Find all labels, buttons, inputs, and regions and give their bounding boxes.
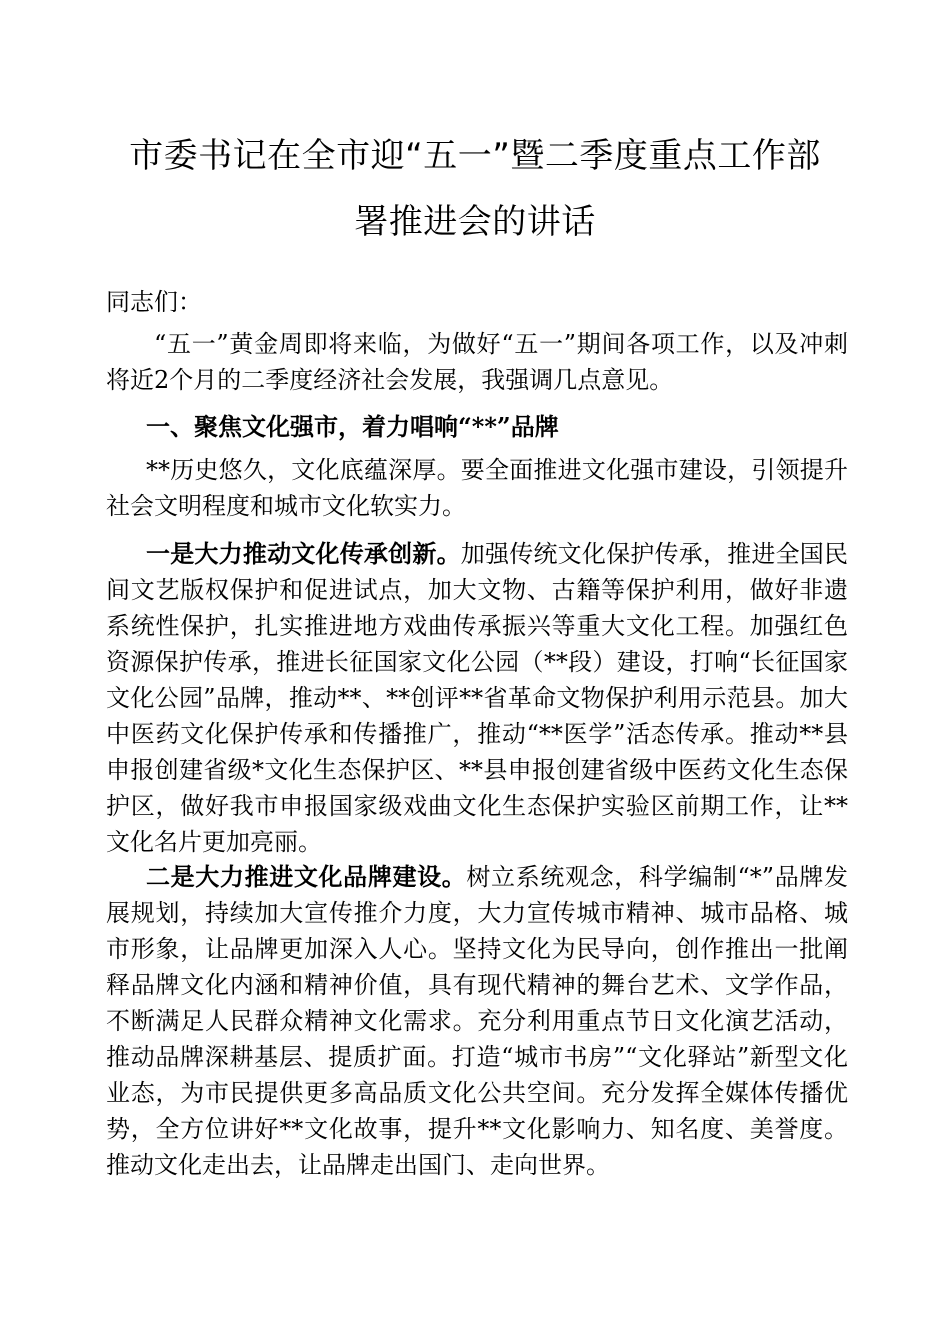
point-1-lead: 一是大力推动文化传承创新。 [146,539,461,568]
section-1-heading: 一、聚焦文化强市，着力唱响“**”品牌 [146,412,559,441]
salutation: 同志们： [106,288,202,316]
document-title-line-1: 市委书记在全市迎“五一”暨二季度重点工作部 [129,136,821,176]
intro-paragraph: “五一”黄金周即将来临，为做好“五一”期间各项工作，以及冲刺将近2个月的二季度经济社会发展，我强调几点意见。 [106,330,848,394]
point-1-paragraph [106,536,848,860]
document-title-line-2: 署推进会的讲话 [354,202,596,242]
point-2-paragraph [106,859,848,1183]
point-2-text: 树立系统观念，科学编制“*”品牌发展规划，持续加大宣传推介力度，大力宣传城市精神、城市品格、城市形象，让品牌更加深入人心。坚持文化为民导向，创作推出一批阐释品牌文化内涵和精神价值，具有现代精神的舞台艺术、文学作品，不断满足人民群众精神文化需求。充分利用重点节日文化演艺活动，推动品牌深耕基层、提质扩面。打造“城市书房”“文化驿站”新型文化业态，为市民提供更多高品质文化公共空间。充分发挥全媒体传播优势，全方位讲好**文化故事，提升**文化影响力、知名度、美誉度。推动文化走出去，让品牌走出国门、走向世界。 [106,863,848,1179]
point-1-text: 加强传统文化保护传承，推进全国民间文艺版权保护和促进试点，加大文物、古籍等保护利用，做好非遗系统性保护，扎实推进地方戏曲传承振兴等重大文化工程。加强红色资源保护传承，推进长征国家文化公园（**段）建设，打响“长征国家文化公园”品牌，推动**、**创评**省革命文物保护利用示范县。加大中医药文化保护传承和传播推广，推动“**医学”活态传承。推动**县申报创建省级*文化生态保护区、**县申报创建省级中医药文化生态保护区，做好我市申报国家级戏曲文化生态保护实验区前期工作，让**文化名片更加亮丽。 [106,540,849,856]
section-1-intro-paragraph: **历史悠久，文化底蕴深厚。要全面推进文化强市建设，引领提升社会文明程度和城市文化软实力。 [106,456,848,520]
point-2-lead: 二是大力推进文化品牌建设。 [146,862,467,891]
